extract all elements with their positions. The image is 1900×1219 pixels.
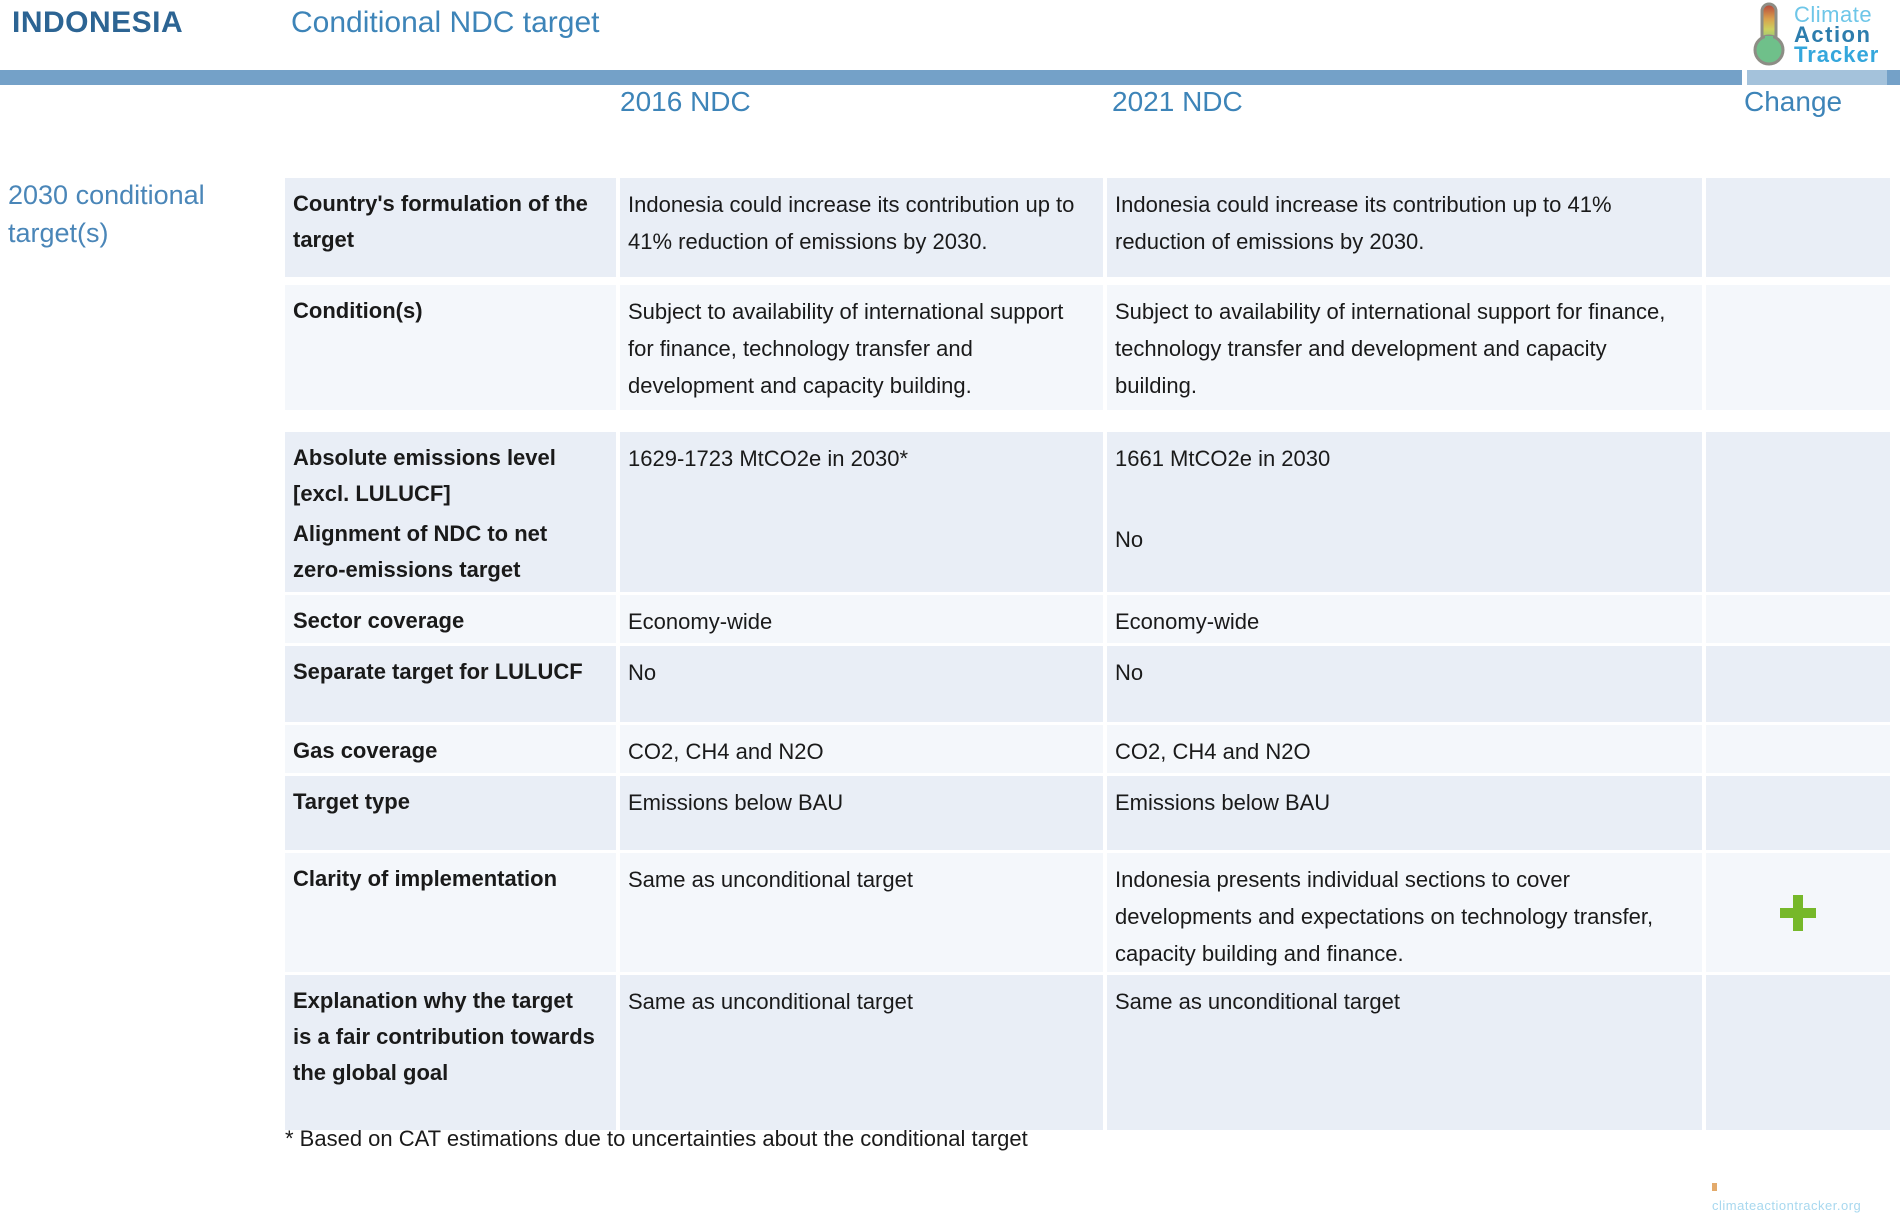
- cell-change: [1706, 285, 1890, 410]
- row-label: Clarity of implementation: [285, 853, 616, 972]
- climate-action-tracker-logo: [1752, 2, 1879, 66]
- cell-2021: Indonesia could increase its contribution up to 41% reduction of emissions by 2030.: [1107, 178, 1702, 277]
- row-label-alignment-net-zero: Alignment of NDC to net zero-emissions target: [293, 521, 548, 582]
- watermark-clipped: [1712, 1183, 1862, 1213]
- cell-change: [1706, 975, 1890, 1130]
- cell-2021: Economy-wide: [1107, 595, 1702, 643]
- cell-change: [1706, 646, 1890, 722]
- row-label: Separate target for LULUCF: [285, 646, 616, 722]
- row-label: Explanation why the target is a fair contribution towards the global goal: [285, 975, 616, 1130]
- cell-2016: Indonesia could increase its contribution up to 41% reduction of emissions by 2030.: [620, 178, 1103, 277]
- row-label: Condition(s): [285, 285, 616, 410]
- cell-2021-alignment-value: No: [1115, 527, 1144, 552]
- cell-change: [1706, 776, 1890, 850]
- row-label: Country's formulation of the target: [285, 178, 616, 277]
- cell-2016: Economy-wide: [620, 595, 1103, 643]
- column-header-change: Change: [1744, 86, 1843, 117]
- ndc-comparison-table: [285, 178, 1890, 1133]
- cell-change: [1706, 595, 1890, 643]
- cell-2021: Indonesia presents individual sections to cover developments and expectations on technology transfer, capacity building and finance.: [1107, 853, 1702, 972]
- cell-2016: Subject to availability of international support for finance, technology transfer and development and capacity building.: [620, 285, 1103, 410]
- section-label: 2030 conditional target(s): [8, 180, 205, 248]
- row-label: [285, 432, 616, 592]
- table-row-clarity-of-implementation: [285, 853, 1890, 972]
- cell-2016: [620, 432, 1103, 592]
- cell-2021: Subject to availability of international support for finance, technology transfer and development and capacity building.: [1107, 285, 1702, 410]
- logo-climate: Climate: [1794, 2, 1873, 27]
- cell-2021: Emissions below BAU: [1107, 776, 1702, 850]
- cell-change: [1706, 432, 1890, 592]
- divider-bar-fade: [1747, 70, 1887, 85]
- cell-2016: CO2, CH4 and N2O: [620, 725, 1103, 773]
- row-label-absolute-emissions: Absolute emissions level [excl. LULUCF]: [293, 445, 556, 506]
- footnote: * Based on CAT estimations due to uncertainties about the conditional target: [285, 1126, 1028, 1151]
- cell-2016: Same as unconditional target: [620, 853, 1103, 972]
- logo-tracker: Tracker: [1794, 42, 1880, 67]
- column-header-2016-ndc: 2016 NDC: [620, 86, 751, 117]
- country-title: INDONESIA: [12, 6, 184, 39]
- plus-icon: [1780, 895, 1816, 931]
- table-row-country-formulation: [285, 178, 1890, 277]
- row-label: Gas coverage: [285, 725, 616, 773]
- cell-2016: Same as unconditional target: [620, 975, 1103, 1130]
- table-row-fair-contribution-explanation: [285, 975, 1890, 1130]
- cell-change: [1706, 725, 1890, 773]
- logo-action: Action: [1794, 22, 1872, 47]
- cell-2016: Emissions below BAU: [620, 776, 1103, 850]
- table-row-gas-coverage: [285, 725, 1890, 773]
- table-row-absolute-emissions-alignment: [285, 432, 1890, 592]
- logo-text: [1794, 2, 1880, 67]
- watermark-logo-icon: [1712, 1183, 1717, 1191]
- cell-2016: No: [620, 646, 1103, 722]
- table-row-target-type: [285, 776, 1890, 850]
- cell-change: [1706, 178, 1890, 277]
- cell-2021: No: [1107, 646, 1702, 722]
- watermark-text: climateactiontracker.org: [1712, 1198, 1862, 1213]
- thermometer-icon: [1752, 2, 1786, 66]
- table-row-conditions: [285, 285, 1890, 410]
- cell-2021: Same as unconditional target: [1107, 975, 1702, 1130]
- table-row-separate-target-lulucf: [285, 646, 1890, 722]
- divider-bar: [0, 70, 1900, 85]
- cell-2021: [1107, 432, 1702, 592]
- cell-2016-absolute-value: 1629-1723 MtCO2e in 2030*: [628, 446, 909, 471]
- table-row-sector-coverage: [285, 595, 1890, 643]
- cell-2021-absolute-value: 1661 MtCO2e in 2030: [1115, 446, 1331, 471]
- row-label: Target type: [285, 776, 616, 850]
- cell-2021: CO2, CH4 and N2O: [1107, 725, 1702, 773]
- cell-change: [1706, 853, 1890, 972]
- column-header-2021-ndc: 2021 NDC: [1112, 86, 1243, 117]
- page-title: Conditional NDC target: [291, 6, 600, 39]
- row-label: Sector coverage: [285, 595, 616, 643]
